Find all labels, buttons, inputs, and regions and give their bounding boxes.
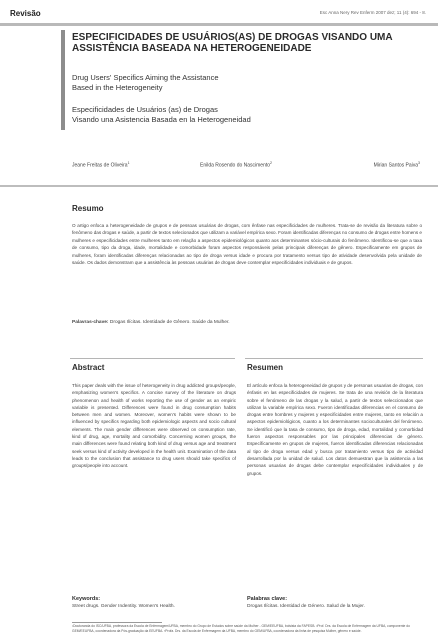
author-footnote: ¹Doutoranda do ISC/UFBA, professora da Escola de Enfermagem/UFBA, membro do Grupo de Estudos sobre saúde da Mulher - GEM/EEUFBA, bolsista da FAPESB. ²Prof. Drs. da Escola de Enfermagem da UFBA, componente do GEM/EEUFBA, coordenadora da Pós-graduação da EEUFBA. ³Profa. Drs. da Escola de Enfermagem da UFBA, membro do GEM/UFBA, coordenadora da linha de pesquisa Mulher, gênero e saúde.: [72, 624, 410, 633]
keywords-spanish-label: Palabras clave:: [247, 596, 288, 602]
title-spanish: [72, 105, 402, 124]
title-spanish-line1: Especificidades de Usuários (as) de Drogas: [72, 105, 218, 114]
resumen-rule: [245, 358, 423, 359]
journal-reference: Esc Anna Nery Rev Enferm 2007 dez; 11 (4): 694 - 8.: [319, 10, 426, 15]
keywords-english-values: Street drugs. Gender Indentity. Women's Health.: [72, 604, 175, 609]
resumen-heading: Resumen: [247, 363, 284, 372]
keywords-portuguese-label: Palavras-chave:: [72, 320, 109, 325]
section-divider: [0, 185, 438, 187]
author-list: [72, 161, 420, 171]
author-2: Enilda Rosendo do Nascimento$^2$: [200, 161, 272, 169]
title-spanish-line2: Visando una Asistencia Basada en la Heterogeneidad: [72, 114, 251, 124]
title-accent-bar: [61, 30, 65, 130]
abstract-heading: Abstract: [72, 363, 105, 372]
author-1: Jeane Freitas de Oliveira$^1$: [72, 161, 130, 169]
footnote-rule: [72, 622, 162, 623]
resumo-heading: Resumo: [72, 204, 104, 213]
keywords-english-label: Keywords:: [72, 596, 101, 602]
resumen-text: El artículo enfoca la heterogeneidad de grupos y de personas usuarias de drogas, con énfasis en las especificidades de mujeres. Se trata de una revisión de la literatura sobre el fenómeno de las drogas y la salud, a partir de textos seleccionados que utilizan la variable empírica sexo. Fueron identificadas diferencias en el consumo de drogas entre hombres y mujeres y especificidades entre mujeres, tanto en relación a aspectos epidemiológicos, cuanto a los determinantes socioculturales del fenómeno. Se identificó que la tasa de consumo, tipo de droga, edad, mortalidad y comorbidad fueron aspectos responsables por las principales diferencias de género. Específicamente en grupos de mujeres, fueron identificadas diferencias relacionadas al tipo de droga versus edad y busca por tratamiento versus tipo de actividad desarrollada por la unidad de salud. Los datos demuestran que la asistencia a las personas usuarias de drogas debe contemplar especificidades individuales y de grupos.: [247, 383, 423, 476]
keywords-portuguese: [72, 320, 422, 325]
keywords-spanish-values: Drogas Ilícitas. Identidad de Género. Salud de la Mujer.: [247, 604, 365, 609]
abstract-text: This paper deals with the issue of heterogeneity in drug addicted groups/people, emphasizing women's specifics. A concise survey of the literature on drugs phenomenon and health of works reporting the use of gender as an empiric variable is presented. Differences were found in drug consumption habits between men and women. Moreover, women's habits were shown to be influenced by specifics regarding both epidemiologic aspects and socio cultural elements. The main gender differences were observed on consumption rate, kind of drug, age, mortality and comorbidity. Concerning women groups, the main differences were found relating both kind of drug versus age and treatment seek versus kind of activity developed in the health unit. Examination of the data leads to the conclusion that assistance to drug users should take specifics of groups/people into account.: [72, 383, 236, 469]
resumo-text: O artigo enfoca a heterogeneidade de grupos e de pessoas usuárias de drogas, com ênfase nas especificidades de mulheres. Trata-se de revisão da literatura sobre o fenômeno das drogas e saúde, a partir de textos selecionados que utilizam a variável empírica sexo. Foram identificadas diferenças no consumo de drogas entre homens e mulheres e especificidades entre mulheres tanto em relação a aspectos epidemiológicos quanto aos determinantes sócio-culturais do fenômeno. Identificou-se que a taxa de consumo, tipo da droga, idade, mortalidade e comorbidade foram aspectos responsáveis pelas principais diferenças de gênero. Especificamente em grupos de mulheres, foram identificadas diferenças relacionadas ao tipo de droga versus idade e procura por tratamento versus tipo de atividade desenvolvida pela unidade de saúde. Os dados demonstram que a assistência às pessoas usuárias de drogas deve contemplar especificidades individuais e de grupos.: [72, 223, 422, 266]
title-portuguese: ESPECIFICIDADES DE USUÁRIOS(AS) DE DROGAS VISANDO UMA ASSISTÊNCIA BASEADA NA HETEROGENEIDADE: [72, 32, 393, 54]
abstract-rule: [70, 358, 235, 359]
title-english-line2: Based in the Heterogeneity: [72, 82, 163, 92]
keywords-portuguese-values: Drogas Ilícitas. Identidade de Gênero. Saúde da Mulher.: [109, 320, 230, 325]
section-label: Revisão: [10, 9, 41, 18]
title-english-line1: Drug Users' Specifics Aiming the Assistance: [72, 73, 219, 82]
header-rule: [0, 23, 438, 26]
author-3: Mirian Santos Paiva$^3$: [373, 161, 420, 169]
title-english: [72, 73, 402, 92]
